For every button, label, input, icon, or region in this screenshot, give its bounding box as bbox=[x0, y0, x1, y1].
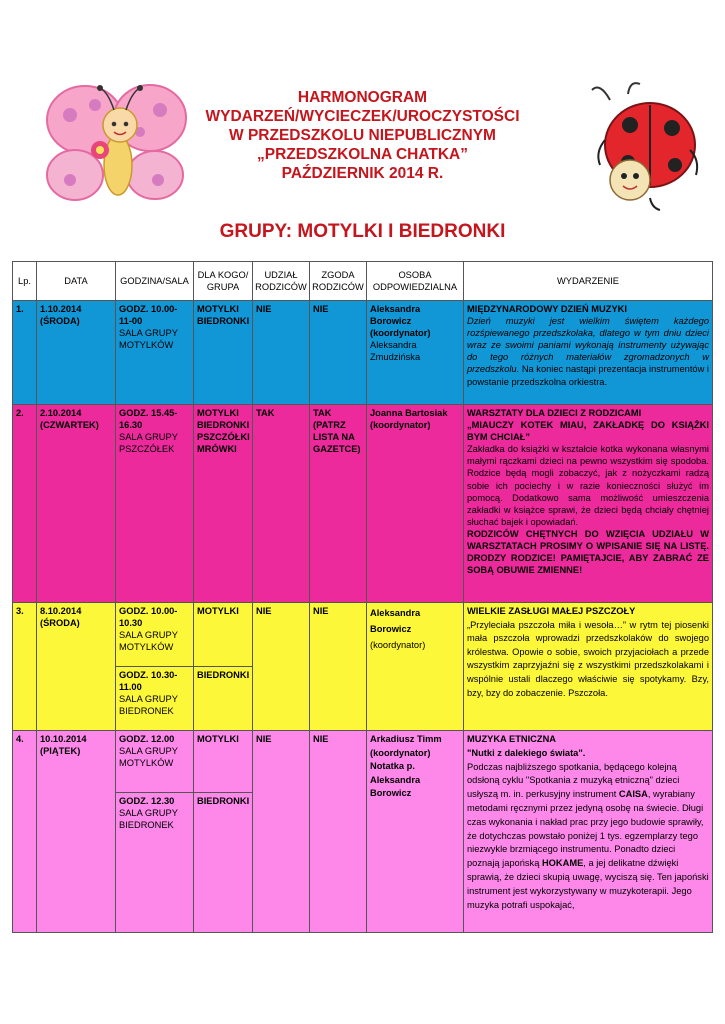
date-cell bbox=[37, 405, 116, 603]
participation-cell: NIE bbox=[253, 731, 310, 933]
event-text-b: , wyrabiany metodami ręcznymi przez jedyną osobę na świecie. Długi czas wykonania i nakład prac przy jego budowie sprawiły, że dotychczas powstało poniżej 1 tys. egzemplarzy tego niezwykle brzmiącego instrumentu. Ponadto dzieci poznają japońską bbox=[467, 789, 704, 869]
title-line: PAŹDZIERNIK 2014 R. bbox=[281, 165, 444, 182]
header-cell: DATA bbox=[37, 262, 116, 301]
weekday: (ŚRODA) bbox=[40, 316, 80, 327]
event-cell bbox=[464, 405, 713, 603]
event-text-a: Podczas najbliższego spotkania, będącego kolejną odsłoną cyklu "Spotkania z muzyką etniczną" dzieci usłyszą m. in. perkusyjny instrument bbox=[467, 761, 680, 800]
event-text-c: , a jej delikatne dźwięki sprawią, że dzieci skupią uwagę, wyciszą się. Ten japoński instrument jest wykorzystywany w muzykoterapii. Jego muzyka potrafi uspokajać, bbox=[467, 858, 709, 910]
header-cell: WYDARZENIE bbox=[464, 262, 713, 301]
participation-cell: NIE bbox=[253, 603, 310, 731]
title-line: HARMONOGRAM bbox=[297, 89, 428, 106]
date: 1.10.2014 bbox=[40, 304, 82, 314]
document-title bbox=[0, 88, 725, 183]
date-cell bbox=[37, 603, 116, 731]
weekday: (CZWARTEK) bbox=[40, 420, 99, 431]
group-cell: BIEDRONKI bbox=[194, 667, 253, 731]
time-cell bbox=[116, 731, 194, 793]
table-row bbox=[13, 731, 713, 793]
coordinator: Aleksandra Borowicz (koordynator) bbox=[370, 304, 431, 339]
group-cell: MOTYLKI BIEDRONKI PSZCZÓŁKI MRÓWKI bbox=[194, 405, 253, 603]
table-row bbox=[13, 301, 713, 405]
event-description bbox=[467, 761, 709, 913]
header-cell: DLA KOGO/ GRUPA bbox=[194, 262, 253, 301]
lp-cell: 3. bbox=[13, 603, 37, 731]
event-cell bbox=[464, 731, 713, 933]
header-cell: OSOBA ODPOWIEDZIALNA bbox=[367, 262, 464, 301]
event-note: RODZICÓW CHĘTNYCH DO WZIĘCIA UDZIAŁU W WARSZTATACH PROSIMY O WPISANIE SIĘ NA LISTĘ. DRODZY RODZICE! PAMIĘTAJCIE, ABY ZABRAĆ ZE SOBĄ OBUWIE ZMIENNE! bbox=[467, 528, 709, 576]
participation-cell: TAK bbox=[253, 405, 310, 603]
header-cell: Lp. bbox=[13, 262, 37, 301]
participation-cell: NIE bbox=[253, 301, 310, 405]
room: SALA GRUPY PSZCZÓŁEK bbox=[119, 432, 178, 455]
group-cell: BIEDRONKI bbox=[194, 793, 253, 933]
time-cell bbox=[116, 301, 194, 405]
room: SALA GRUPY MOTYLKÓW bbox=[119, 328, 178, 351]
event-subtitle: "Nutki z dalekiego świata". bbox=[467, 747, 586, 758]
lp-cell: 4. bbox=[13, 731, 37, 933]
event-description: „Przyleciała pszczoła miła i wesoła…” w rytm tej piosenki mała pszczoła wprowadzi przedszkolaków do swojego królestwa. Opowie o sobie, swoich przyjaciołach a przede wszystkim zaprzyjaźni się z wszystkimi przedszkolakami i wspólnie ustali dlaczego właściwie się spotykamy. Bzy, bzy, bzy do zobaczenie. Pszczoła. bbox=[467, 619, 709, 698]
table-row bbox=[13, 405, 713, 603]
table-header-row bbox=[13, 262, 713, 301]
time: GODZ. 12.30 bbox=[119, 796, 175, 806]
title-line: W PRZEDSZKOLU NIEPUBLICZNYM bbox=[229, 127, 496, 144]
time: GODZ. 15.45-16.30 bbox=[119, 408, 178, 431]
responsible-cell bbox=[367, 301, 464, 405]
coordinator-role: (koordynator) bbox=[370, 640, 426, 650]
group-cell: MOTYLKI bbox=[194, 731, 253, 793]
room: SALA GRUPY BIEDRONEK bbox=[119, 808, 178, 831]
event-title: MIĘDZYNARODOWY DZIEŃ MUZYKI bbox=[467, 304, 627, 314]
group-cell: MOTYLKI BIEDRONKI bbox=[194, 301, 253, 405]
date: 10.10.2014 bbox=[40, 734, 87, 744]
date: 8.10.2014 bbox=[40, 606, 82, 616]
header-cell: UDZIAŁ RODZICÓW bbox=[253, 262, 310, 301]
event-title: WARSZTATY DLA DZIECI Z RODZICAMI bbox=[467, 408, 642, 418]
group-cell: MOTYLKI bbox=[194, 603, 253, 667]
event-description: Dzień muzyki jest wielkim świętem każdego rozśpiewanego przedszkolaka, dlatego w tym dniu dzieci wraz ze swoimi paniami wykonają instrumenty używając do tego różnych materiałów zgromadzonych w przedszkolu. bbox=[467, 316, 709, 375]
event-cell bbox=[464, 603, 713, 731]
title-line: WYDARZEŃ/WYCIECZEK/UROCZYSTOŚCI bbox=[205, 108, 520, 125]
event-cell bbox=[464, 301, 713, 405]
table-row bbox=[13, 603, 713, 667]
instrument-hokame: HOKAME bbox=[541, 858, 584, 869]
schedule-table bbox=[12, 261, 713, 933]
event-title: WIELKIE ZASŁUGI MAŁEJ PSZCZOŁY bbox=[467, 606, 636, 616]
weekday: (PIĄTEK) bbox=[40, 746, 81, 757]
responsible-cell: Arkadiusz Timm (koordynator) Notatka p. Aleksandra Borowicz bbox=[367, 731, 464, 933]
room: SALA GRUPY MOTYLKÓW bbox=[119, 746, 178, 769]
event-subtitle: „MIAUCZY KOTEK MIAU, ZAKŁADKĘ DO KSIĄŻKI BYM CHCIAŁ” bbox=[467, 420, 709, 443]
lp-cell: 2. bbox=[13, 405, 37, 603]
coordinator: Aleksandra Borowicz bbox=[370, 608, 421, 634]
event-description: Zakładka do książki w kształcie kotka wykonana własnymi małymi rączkami dzieci na pewno wszystkim się spodoba. Rodzice będą mogli zobaczyć, jak z nożyczkami radzą sobie ich pociechy i w razie konieczności służyć im pomocą. Dodatkowo sama możliwość umieszczenia zakładki w książce sprawi, że dzieci będą chciały chętniej słuchać bajek i opowiadań. bbox=[467, 444, 709, 527]
responsible-cell bbox=[367, 603, 464, 731]
weekday: (ŚRODA) bbox=[40, 618, 80, 629]
time-cell bbox=[116, 667, 194, 731]
responsible-cell bbox=[367, 405, 464, 603]
date-cell bbox=[37, 731, 116, 933]
time: GODZ. 10.30-11.00 bbox=[119, 670, 178, 693]
time-cell bbox=[116, 603, 194, 667]
time: GODZ. 12.00 bbox=[119, 734, 175, 744]
consent-cell: NIE bbox=[310, 603, 367, 731]
assistant: Aleksandra Zmudzińska bbox=[370, 340, 421, 363]
date-cell bbox=[37, 301, 116, 405]
consent-cell: NIE bbox=[310, 731, 367, 933]
time-cell bbox=[116, 793, 194, 933]
room: SALA GRUPY MOTYLKÓW bbox=[119, 630, 178, 653]
time: GODZ. 10.00-10.30 bbox=[119, 606, 178, 629]
coordinator: Joanna Bartosiak (koordynator) bbox=[370, 408, 448, 431]
time-cell bbox=[116, 405, 194, 603]
consent-cell: NIE bbox=[310, 301, 367, 405]
header-cell: ZGODA RODZICÓW bbox=[310, 262, 367, 301]
date: 2.10.2014 bbox=[40, 408, 82, 418]
groups-subtitle: GRUPY: MOTYLKI I BIEDRONKI bbox=[219, 221, 506, 242]
header-cell: GODZINA/SALA bbox=[116, 262, 194, 301]
event-title: MUZYKA ETNICZNA bbox=[467, 734, 557, 744]
lp-cell: 1. bbox=[13, 301, 37, 405]
room: SALA GRUPY BIEDRONEK bbox=[119, 694, 178, 717]
time: GODZ. 10.00-11-00 bbox=[119, 304, 178, 327]
consent-cell: TAK (PATRZ LISTA NA GAZETCE) bbox=[310, 405, 367, 603]
instrument-caisa: CAISA bbox=[618, 789, 648, 800]
title-line: „PRZEDSZKOLNA CHATKA” bbox=[257, 146, 468, 163]
event-description-cont: Na koniec nastąpi prezentacja instrumentów i powstanie przedszkolna orkiestra. bbox=[467, 364, 709, 387]
